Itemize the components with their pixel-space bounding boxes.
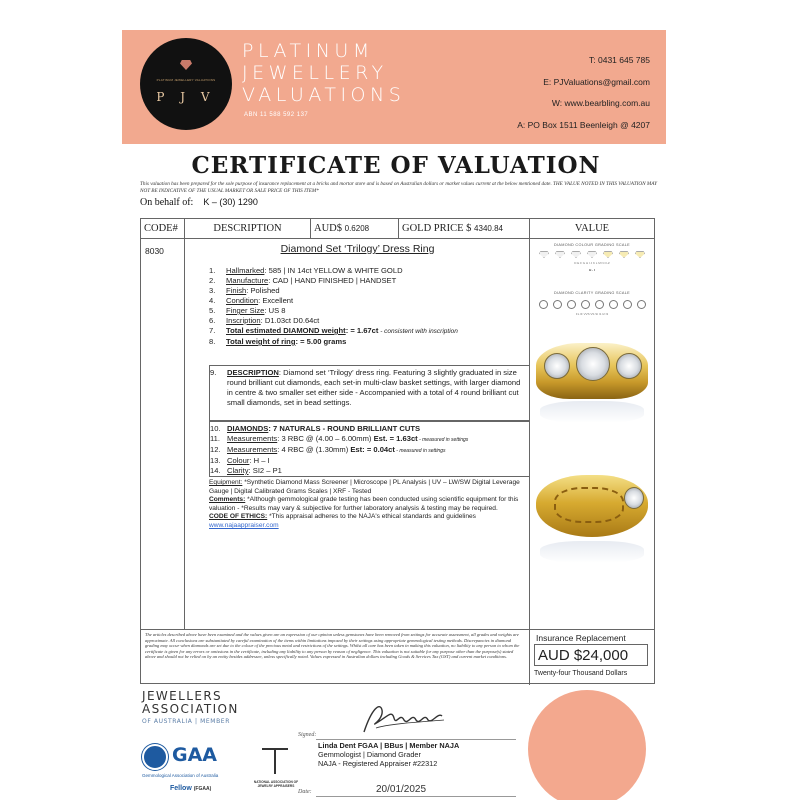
date-label: Date: — [298, 789, 312, 795]
attr-value: : 3 RBC @ (4.00 – 6.00mm) — [277, 434, 372, 443]
fellow-label: Fellow — [170, 785, 192, 792]
signer-details — [318, 741, 459, 768]
logo-ring-text: PLATINUM JEWELLERY VALUATIONS — [156, 78, 216, 82]
fellow-abbrev: (FGAA) — [193, 786, 212, 792]
diamond-icon — [603, 251, 613, 258]
behalf-label: On behalf of: — [140, 197, 194, 208]
attr-value: : = 5.00 grams — [295, 337, 347, 346]
attr-value: : 7 NATURALS - ROUND BRILLIANT CUTS — [268, 424, 421, 433]
ring-reflection — [540, 541, 644, 563]
insurance-amount: AUD $24,000 — [534, 644, 648, 666]
header-aud — [311, 219, 399, 239]
description-column — [185, 239, 530, 629]
address: A: PO Box 1511 Beenleigh @ 4207 — [517, 119, 650, 130]
gaa-name: GAA — [172, 744, 218, 766]
signer-name: Linda Dent FGAA | BBus | Member NAJA — [318, 741, 460, 750]
item-code: 8030 — [145, 246, 164, 256]
list-item: 11. Measurements: 3 RBC @ (4.00 – 6.00mm) Est. = 1.63ct - measured in settings — [210, 434, 469, 443]
header-value: VALUE — [530, 219, 654, 239]
clarity-circle-icon — [539, 300, 548, 309]
colour-scale-title: DIAMOND COLOUR GRADING SCALE — [554, 243, 630, 247]
aud-label: AUD$ — [314, 223, 342, 234]
valuation-date: 20/01/2025 — [376, 784, 427, 795]
list-item: 7. Total estimated DIAMOND weight: = 1.67ct - consistent with inscription — [209, 326, 458, 335]
diamonds-box — [209, 421, 530, 477]
colour-scale-gems — [536, 251, 648, 258]
diamond-icon — [619, 251, 629, 258]
clarity-circle-icon — [567, 300, 576, 309]
intro-disclaimer: This valuation has been prepared for the sole purpose of insurance replacement at a bricks and mortar store and is based on Australian dollars or market values current at the below mentioned date. THE VALUE NOTED IN THIS VALUATION MAY NOT BE INDICATIVE OF THE USUAL MARKET OR SALE PRICE OF THIS ITEM* — [140, 181, 657, 194]
item-title: Diamond Set ‘Trilogy’ Dress Ring — [280, 243, 435, 255]
comments-label: Comments: — [209, 496, 246, 504]
clarity-circle-icon — [581, 300, 590, 309]
header-description: DESCRIPTION — [185, 219, 311, 239]
header-gold-price — [399, 219, 530, 239]
valuation-disclaimer: The articles described above have been examined and the values given are an expression of our opinion unless gemstones have been removed from settings for accurate assessment, all grades and weights are approximate. All conclusions are substantiated by careful examination of the items within limitations imposed by their settings using appropriate gemmological testing methods. Discrepancies in diamond grading may occur when diamonds are set due to the colour of the precious metal and restrictions of the settings. Whilst all care has been taken in making this valuation, no liability to any person to whom the certificate is given for any errors or omissions in the certificate, including any liability to any person by reason of negligence. This valuation is not suitable for any purpose other than the purpose(s) stated above and should not be relied on by an entity besides addressee, unless specifically noted. Values expressed in Australian dollars including Goods & Services Tax (GST) and current market conditions. — [141, 629, 530, 685]
clarity-scale-grades: FL IF VVS VS SI I1 I2 I3 — [575, 312, 609, 316]
centre-diamond — [576, 347, 610, 381]
colour-scale-grades: D E F G H I J K L M N O-Z — [574, 261, 610, 265]
attr-label: Clarity — [227, 466, 249, 475]
attr-value: : 4 RBC @ (1.30mm) — [277, 445, 349, 454]
insurance-label: Insurance Replacement — [536, 633, 626, 643]
ethics-text: *This appraisal adheres to the NAJA's ethical standards and guidelines — [267, 513, 476, 521]
list-item: 10. DIAMONDS: 7 NATURALS - ROUND BRILLIANT CUTS — [210, 424, 421, 433]
email: E: PJValuations@gmail.com — [543, 76, 650, 87]
diamond-icon — [635, 251, 645, 258]
jaa-logo — [142, 690, 239, 725]
signer-registration: NAJA - Registered Appraiser #22312 — [318, 759, 438, 768]
header-code: CODE# — [141, 219, 185, 239]
list-item: 8. Total weight of ring: = 5.00 grams — [209, 337, 347, 346]
list-item: 3. Finish: Polished — [209, 286, 280, 295]
code-column — [141, 239, 185, 629]
attr-label: Condition — [226, 296, 259, 305]
ring-photo-front — [536, 343, 648, 399]
clarity-grading-scale — [536, 291, 648, 333]
behalf-value: K – (30) 1290 — [203, 197, 258, 207]
insurance-words: Twenty-four Thousand Dollars — [534, 670, 628, 677]
phone: T: 0431 645 785 — [589, 55, 650, 65]
list-item: 6. Inscription: D1.03ct D0.64ct — [209, 316, 320, 325]
item-attributes — [209, 266, 458, 347]
jaa-line — [142, 718, 239, 725]
list-item: 4. Condition: Excellent — [209, 296, 294, 305]
attr-note: - measured in settings — [417, 437, 469, 443]
contact-details — [517, 50, 650, 136]
colour-grading-scale — [536, 243, 648, 285]
clarity-circle-icon — [553, 300, 562, 309]
colour-grade-mark: H - I — [589, 268, 595, 272]
gaa-logo — [142, 742, 252, 794]
aud-rate: 0.6208 — [344, 224, 370, 233]
naja-link[interactable]: www.najaappraiser.com — [209, 521, 279, 529]
equipment-text: *Synthetic Diamond Mass Screener | Microscope | PL Analysis | UV – LW/SW Digital Leverage Gauge | Digital Calibrated Grams Scales | XRF - Tested — [209, 479, 520, 495]
clarity-scale-title: DIAMOND CLARITY GRADING SCALE — [554, 291, 630, 295]
attr-note: - measured in settings — [394, 448, 446, 454]
list-item: 5. Finger Size: US 8 — [209, 306, 286, 315]
diamond-icon — [539, 251, 549, 258]
attr-label: Total estimated DIAMOND weight — [226, 326, 346, 335]
jaa-line: ASSOCIATION — [142, 702, 239, 716]
valuation-table — [140, 218, 655, 684]
diamond-icon — [587, 251, 597, 258]
attr-value: : Polished — [246, 286, 280, 295]
comments-text: *Although gemmological grade testing has been conducted using scientific equipment for this valuation - *Results may vary & subjective for further laboratory analysis & testing may be required. — [209, 496, 519, 512]
clarity-circle-icon — [609, 300, 618, 309]
side-diamond — [624, 487, 644, 509]
brand-line: PLATINUM — [242, 40, 374, 62]
header-banner — [122, 30, 666, 144]
diamond-icon — [571, 251, 581, 258]
jaa-line: JEWELLERS — [142, 689, 223, 703]
diamond-icon — [180, 60, 192, 70]
signed-label: Signed: — [298, 732, 317, 738]
list-item: 12. Measurements: 4 RBC @ (1.30mm) Est: = 0.04ct - measured in settings — [210, 445, 446, 454]
naja-logo — [252, 748, 300, 796]
signature-line — [316, 739, 516, 740]
abn-number: ABN 11 588 592 137 — [244, 112, 309, 118]
attr-label: Manufacture — [226, 276, 269, 285]
gaa-fullname: Gemmological Association of Australia — [142, 773, 219, 778]
naja-name: NATIONAL ASSOCIATION OF JEWELRY APPRAISERS — [253, 780, 299, 788]
gold-label: GOLD PRICE $ — [402, 223, 472, 234]
attr-label: Finish — [226, 286, 247, 295]
attr-value: : US 8 — [264, 306, 286, 315]
clarity-circle-icon — [623, 300, 632, 309]
attr-value: : CAD | HAND FINISHED | HANDSET — [268, 276, 397, 285]
date-line — [316, 796, 516, 797]
equipment-label: Equipment: — [209, 479, 243, 486]
list-item: 14. Clarity: SI2 – P1 — [210, 466, 282, 475]
certificate-page — [118, 0, 678, 800]
list-item: 2. Manufacture: CAD | HAND FINISHED | HANDSET — [209, 276, 397, 285]
signature — [358, 698, 448, 738]
attr-value: : = 1.67ct — [345, 326, 379, 335]
desc-label: DESCRIPTION — [227, 368, 279, 377]
logo-initials: P J V — [156, 90, 216, 104]
attr-label: Colour — [227, 456, 250, 465]
signer-role: Gemmologist | Diamond Grader — [318, 750, 421, 759]
jaa-country: OF AUSTRALIA — [142, 718, 193, 725]
globe-icon — [142, 744, 168, 770]
attr-label: Measurements — [227, 434, 278, 443]
embossed-seal — [528, 690, 646, 800]
clarity-circle-icon — [637, 300, 646, 309]
attr-value: : 585 | IN 14ct YELLOW & WHITE GOLD — [264, 266, 403, 275]
attr-label: Inscription — [226, 316, 261, 325]
value-column — [530, 239, 654, 629]
desc-text: : Diamond set ‘Trilogy’ dress ring. Featuring 3 slightly graduated in size round brilliant cut diamonds, each set-in multi-claw basket settings, with larger diamond in centre & two smaller set either side - Accompanied with a total of 4 round brilliant cut small diamonds, set in bead settings. — [227, 368, 521, 407]
brand-name — [242, 40, 405, 106]
attr-label: DIAMONDS — [227, 424, 269, 433]
website: W: www.bearbling.com.au — [551, 98, 650, 108]
list-item: 1. Hallmarked: 585 | IN 14ct YELLOW & WHITE GOLD — [209, 266, 403, 275]
attr-label: Measurements — [227, 445, 278, 454]
clarity-scale-circles — [536, 300, 648, 309]
ring-reflection — [540, 401, 644, 423]
list-item: 13. Colour: H – I — [210, 456, 270, 465]
clarity-circle-icon — [595, 300, 604, 309]
on-behalf-of — [140, 197, 258, 208]
diamond-icon — [555, 251, 565, 258]
attr-estimate: Est. = 1.63ct — [371, 434, 418, 443]
attr-label: Total weight of ring — [226, 337, 296, 346]
pjv-logo — [140, 38, 232, 130]
testing-notes — [209, 479, 527, 531]
attr-value: : H – I — [249, 456, 270, 465]
attr-value: : D1.03ct D0.64ct — [260, 316, 320, 325]
scales-icon — [262, 748, 288, 776]
attr-value: : SI2 – P1 — [248, 466, 282, 475]
insurance-box — [530, 629, 654, 685]
engraving-pattern — [554, 487, 624, 523]
attr-estimate: Est: = 0.04ct — [348, 445, 395, 454]
page-title: CERTIFICATE OF VALUATION — [191, 152, 601, 179]
side-diamond — [544, 353, 570, 379]
jaa-member: | MEMBER — [195, 718, 230, 725]
brand-line: JEWELLERY — [242, 62, 388, 84]
attr-label: Finger Size — [226, 306, 265, 315]
gold-price: 4340.84 — [474, 224, 503, 233]
gaa-fellow — [170, 785, 211, 792]
attr-label: Hallmarked — [226, 266, 265, 275]
ethics-label: CODE OF ETHICS: — [209, 513, 268, 521]
ring-photo-side — [536, 475, 648, 537]
brand-line: VALUATIONS — [242, 84, 406, 106]
attr-note: - consistent with inscription — [378, 328, 458, 335]
attr-value: : Excellent — [258, 296, 294, 305]
description-box: 9. DESCRIPTION: Diamond set ‘Trilogy’ dress ring. Featuring 3 slightly graduated in size round brilliant cut diamonds, each set-in multi-claw basket settings, with larger diamond in centre & two smaller set either side - Accompanied with a total of 4 round brilliant cut small diamonds, set in bead settings. — [209, 365, 530, 421]
side-diamond — [616, 353, 642, 379]
